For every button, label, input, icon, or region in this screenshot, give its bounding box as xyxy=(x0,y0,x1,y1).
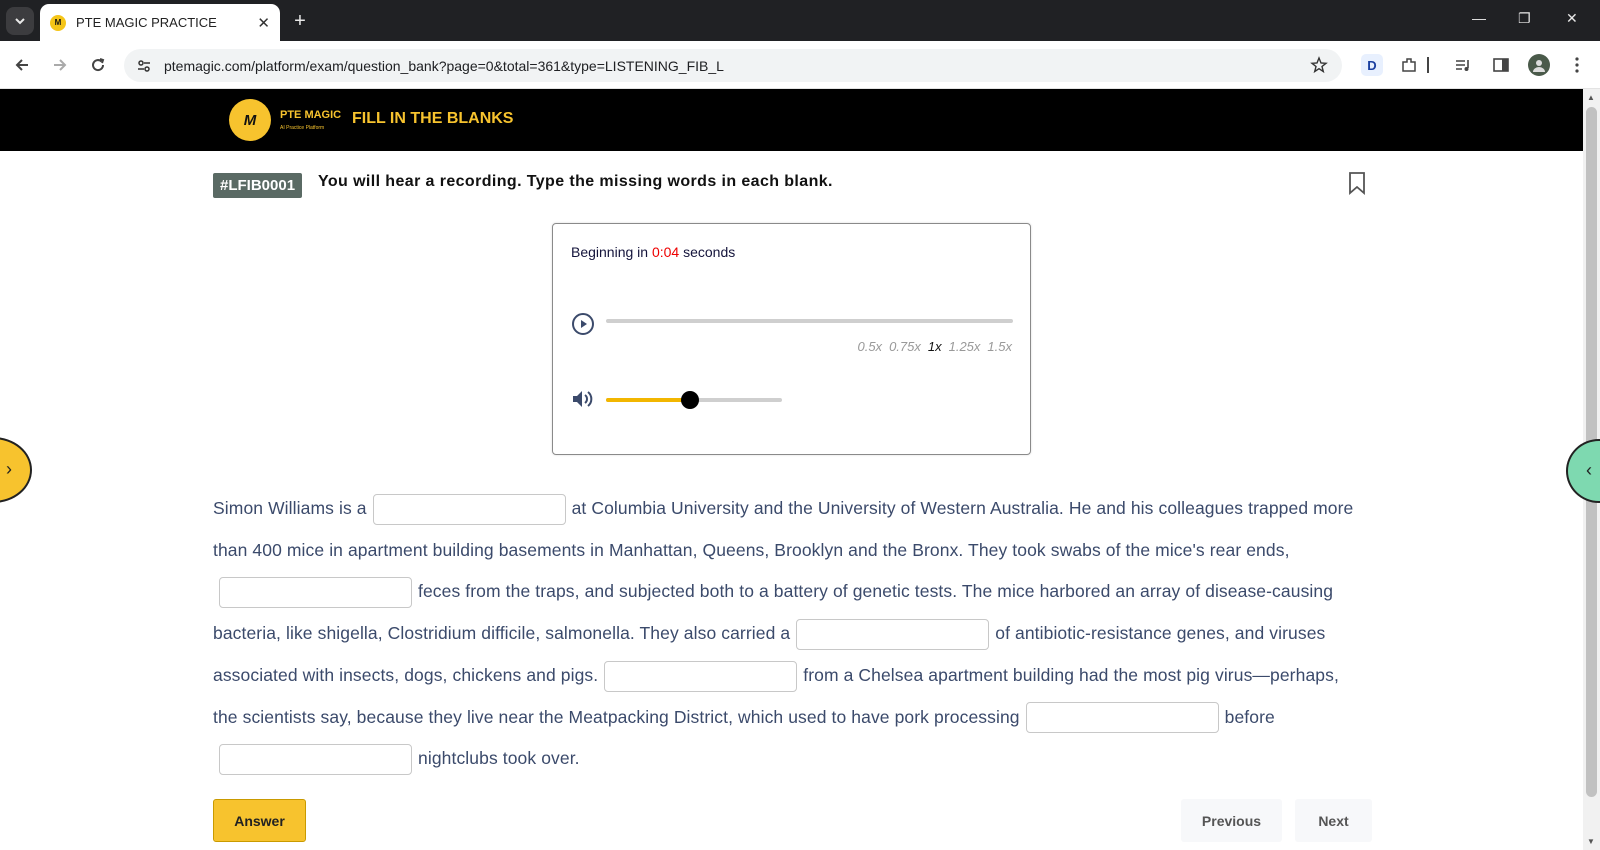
logo-mark[interactable]: M xyxy=(229,99,271,141)
open-left-panel-button[interactable] xyxy=(0,437,32,503)
passage xyxy=(213,488,1368,780)
next-button[interactable]: Next xyxy=(1295,799,1372,842)
forward-arrow-icon[interactable] xyxy=(48,53,72,77)
passage-text: of antibiotic-resistance genes, and viruses associated with insects, dogs, chickens and pigs. xyxy=(213,623,1326,685)
volume-slider-fill xyxy=(606,398,690,402)
speed-option[interactable]: 1.25x xyxy=(948,339,981,354)
audio-progress-bar[interactable] xyxy=(606,319,1013,323)
bookmark-star-icon[interactable] xyxy=(1310,56,1328,74)
passage-text: nightclubs took over. xyxy=(418,748,580,769)
passage-text: from a Chelsea apartment building had the most pig virus—perhaps, the scientists say, because they live near the Meatpacking District, which used to have pork processing xyxy=(213,664,1339,727)
logo-subtext: AI Practice Platform xyxy=(280,125,325,131)
open-right-panel-button[interactable] xyxy=(1566,439,1600,503)
scroll-up-arrow-icon[interactable]: ▲ xyxy=(1587,93,1595,102)
extensions-puzzle-icon[interactable] xyxy=(1398,54,1420,76)
back-arrow-icon[interactable] xyxy=(10,53,34,77)
new-tab-plus-icon[interactable]: + xyxy=(294,10,306,32)
blank-input-1[interactable] xyxy=(373,494,566,525)
volume-icon[interactable] xyxy=(571,388,595,410)
blank-input-4[interactable] xyxy=(604,661,797,692)
window-close-icon[interactable]: ✕ xyxy=(1566,10,1578,26)
speed-option[interactable]: 1.5x xyxy=(987,339,1012,354)
speed-option[interactable]: 0.5x xyxy=(857,339,883,354)
volume-slider[interactable] xyxy=(606,398,782,402)
tab-search-button[interactable] xyxy=(6,7,34,35)
scroll-down-arrow-icon[interactable]: ▼ xyxy=(1587,837,1595,846)
question-prompt: You will hear a recording. Type the missing words in each blank. xyxy=(318,173,833,190)
logo-text: PTE MAGIC xyxy=(280,109,342,121)
browser-menu-icon[interactable] xyxy=(1566,54,1588,76)
passage-text: Simon Williams is a xyxy=(213,498,367,518)
site-favicon-icon: M xyxy=(50,15,66,31)
answer-button[interactable]: Answer xyxy=(213,799,306,842)
site-header xyxy=(0,89,1583,151)
blank-input-3[interactable] xyxy=(796,619,989,650)
blank-input-5[interactable] xyxy=(1026,702,1219,733)
profile-avatar[interactable] xyxy=(1528,54,1550,76)
url-text: ptemagic.com/platform/exam/question_bank?page=0&total=361&type=LISTENING_FIB_L xyxy=(164,57,724,74)
question-id-badge: #LFIB0001 xyxy=(213,173,302,198)
site-settings-icon[interactable] xyxy=(136,58,152,74)
browser-tab-strip xyxy=(0,0,1600,41)
chevron-left-icon: ‹ xyxy=(1586,460,1592,480)
media-queue-icon[interactable] xyxy=(1452,54,1474,76)
browser-toolbar xyxy=(0,41,1600,89)
playback-speed-options xyxy=(857,339,1012,354)
tab-close-icon[interactable]: ✕ xyxy=(257,14,270,32)
extension-d-icon[interactable]: D xyxy=(1361,54,1383,76)
chevron-right-icon: › xyxy=(6,459,12,479)
previous-button[interactable]: Previous xyxy=(1181,799,1282,842)
chevron-down-icon xyxy=(14,15,26,27)
side-panel-icon[interactable] xyxy=(1490,54,1512,76)
browser-tab-active[interactable] xyxy=(40,4,280,41)
speed-option[interactable]: 0.75x xyxy=(889,339,921,354)
audio-player xyxy=(552,223,1031,455)
countdown-text: Beginning in 0:04 seconds xyxy=(571,244,736,260)
section-title: FILL IN THE BLANKS xyxy=(352,110,514,127)
reload-icon[interactable] xyxy=(86,53,110,77)
countdown-time: 0:04 xyxy=(651,244,680,260)
address-bar[interactable] xyxy=(124,49,1342,82)
restore-icon[interactable]: ❐ xyxy=(1518,10,1531,26)
speed-option-selected[interactable]: 1x xyxy=(927,339,942,354)
bookmark-icon[interactable] xyxy=(1348,171,1366,195)
toolbar-divider xyxy=(1426,54,1430,76)
minimize-icon[interactable]: — xyxy=(1472,10,1486,26)
volume-slider-handle[interactable] xyxy=(681,391,699,409)
passage-text: feces from the traps, and subjected both to a battery of genetic tests. The mice harbored an array of disease-causing bacteria, like shigella, Clostridium difficile, salmonella. They also carried a xyxy=(213,581,1334,644)
passage-text: at Columbia University and the University of Western Australia. He and his colleagues trapped more than 400 mice in apartment building basements in Manhattan, Queens, Brooklyn and the Bronx. They took swabs of the mice's rear ends, xyxy=(213,498,1354,560)
play-icon[interactable] xyxy=(571,312,595,336)
tab-title: PTE MAGIC PRACTICE xyxy=(76,15,217,30)
passage-text: before xyxy=(1224,706,1275,727)
blank-input-2[interactable] xyxy=(219,577,412,608)
blank-input-6[interactable] xyxy=(219,744,412,775)
